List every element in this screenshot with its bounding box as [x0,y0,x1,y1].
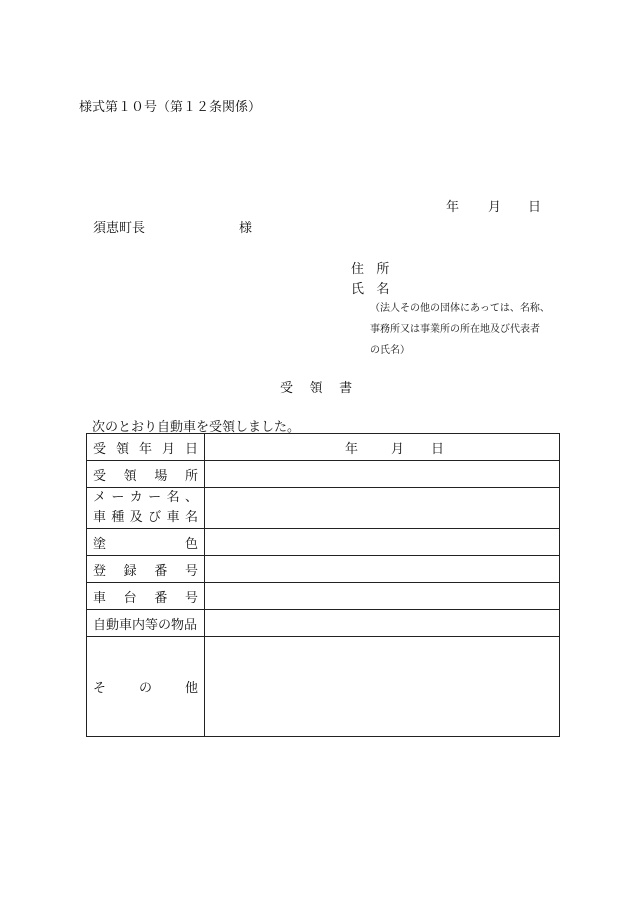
receipt-place-value[interactable] [205,461,560,488]
date-day: 日 [528,200,542,215]
date-month: 月 [488,200,502,215]
table-row [87,461,560,488]
date-year: 年 [446,200,460,215]
addressee-honorific: 様 [239,221,253,236]
row-label-registration-number: 登 録 番 号 [87,556,205,583]
lead-text: 次のとおり自動車を受領しました。 [92,420,301,435]
paint-color-value[interactable] [205,529,560,556]
row-label-chassis-number: 車 台 番 号 [87,583,205,610]
applicant-note: （法人その他の団体にあっては、名称、 事務所又は事業所の所在地及び代表者 の氏名） [370,303,550,356]
table-row [87,556,560,583]
name-label: 氏 名 [351,282,390,297]
row-label-items-in-car: 自動車内等の物品 [87,610,205,637]
addressee-name: 須恵町長 [93,221,146,236]
row-label-receipt-date: 受 領 年 月 日 [87,434,205,461]
table-row [87,488,560,529]
receipt-date-value[interactable]: 年 月 日 [205,434,560,461]
row-label-maker-model: メ ー カ ー 名 、 車 種 及 び 車 名 [87,488,205,529]
table-row [87,610,560,637]
table-row [87,529,560,556]
registration-number-value[interactable] [205,556,560,583]
addressee [93,217,252,236]
row-label-other: そ の 他 [87,637,205,737]
table-row [87,583,560,610]
items-in-car-value[interactable] [205,610,560,637]
date-line [446,196,541,215]
document-title: 受 領 書 [280,381,353,396]
table-row [87,637,560,737]
chassis-number-value[interactable] [205,583,560,610]
address-label: 住 所 [351,262,390,277]
other-value[interactable] [205,637,560,737]
row-label-receipt-place: 受 領 場 所 [87,461,205,488]
form-number: 様式第１０号（第１２条関係） [79,100,262,115]
maker-model-value[interactable] [205,488,560,529]
row-label-paint-color: 塗 色 [87,529,205,556]
table-row [87,434,560,461]
receipt-table [86,433,560,737]
